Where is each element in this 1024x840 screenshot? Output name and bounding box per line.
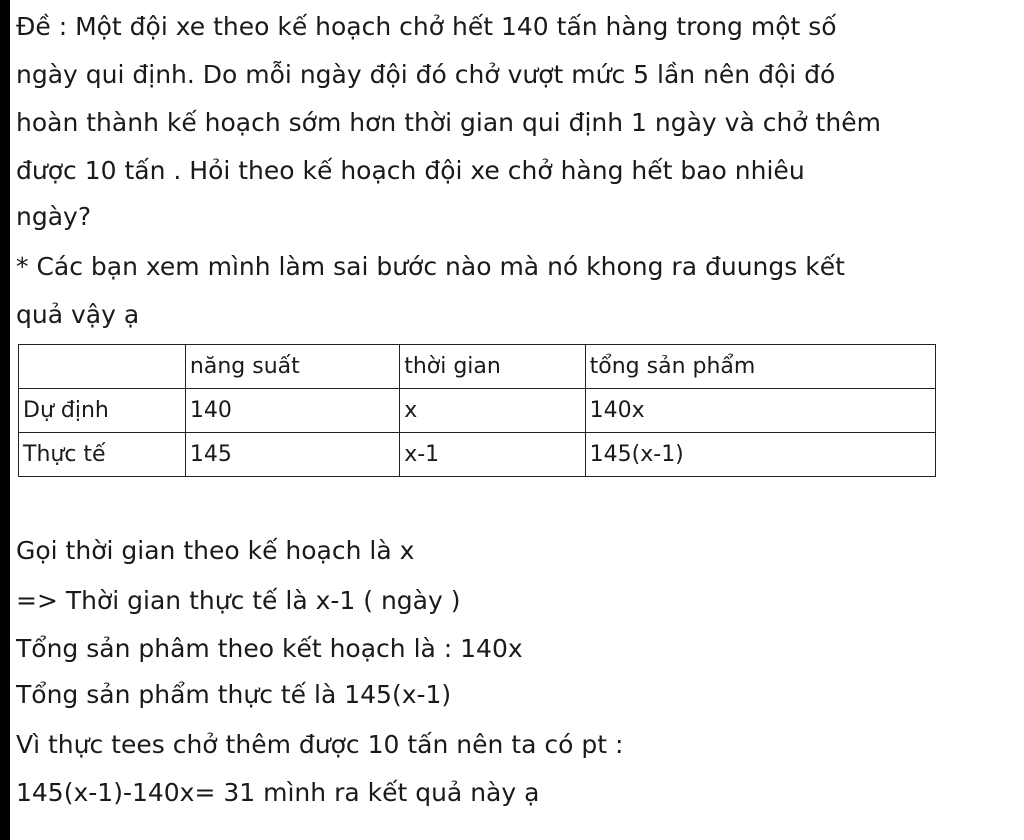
table-cell: 145 xyxy=(185,433,399,477)
problem-line-5: ngày? xyxy=(16,202,92,231)
table-cell: x xyxy=(400,389,585,433)
table-row xyxy=(19,389,936,433)
table-header-row xyxy=(19,345,936,389)
question-line-2: quả vậy ạ xyxy=(16,300,140,329)
table-header-cell: thời gian xyxy=(400,345,585,389)
solution-line-5: Vì thực tees chở thêm được 10 tấn nên ta có pt : xyxy=(16,730,624,759)
solution-line-4: Tổng sản phẩm thực tế là 145(x-1) xyxy=(16,680,452,709)
table-header-cell xyxy=(19,345,186,389)
problem-line-1: Đề : Một đội xe theo kế hoạch chở hết 140 tấn hàng trong một số xyxy=(16,12,837,41)
table-cell: x-1 xyxy=(400,433,585,477)
table-cell: Dự định xyxy=(19,389,186,433)
table-row xyxy=(19,433,936,477)
table-header-cell: tổng sản phẩm xyxy=(585,345,935,389)
solution-line-1: Gọi thời gian theo kế hoạch là x xyxy=(16,536,415,565)
table-header-cell: năng suất xyxy=(185,345,399,389)
table-cell: 145(x-1) xyxy=(585,433,935,477)
table-cell: 140 xyxy=(185,389,399,433)
table-cell: 140x xyxy=(585,389,935,433)
solution-line-2: => Thời gian thực tế là x-1 ( ngày ) xyxy=(16,586,461,615)
problem-line-4: được 10 tấn . Hỏi theo kế hoạch đội xe chở hàng hết bao nhiêu xyxy=(16,156,805,185)
problem-line-2: ngày qui định. Do mỗi ngày đội đó chở vượt mức 5 lần nên đội đó xyxy=(16,60,836,89)
solution-line-3: Tổng sản phâm theo kết hoạch là : 140x xyxy=(16,634,523,663)
question-line-1: * Các bạn xem mình làm sai bước nào mà nó khong ra đuungs kết xyxy=(16,252,845,281)
problem-line-3: hoàn thành kế hoạch sớm hơn thời gian qui định 1 ngày và chở thêm xyxy=(16,108,881,137)
table-cell: Thực tế xyxy=(19,433,186,477)
document-page xyxy=(10,0,1024,840)
plan-vs-actual-table xyxy=(18,344,936,477)
solution-line-6: 145(x-1)-140x= 31 mình ra kết quả này ạ xyxy=(16,778,540,807)
